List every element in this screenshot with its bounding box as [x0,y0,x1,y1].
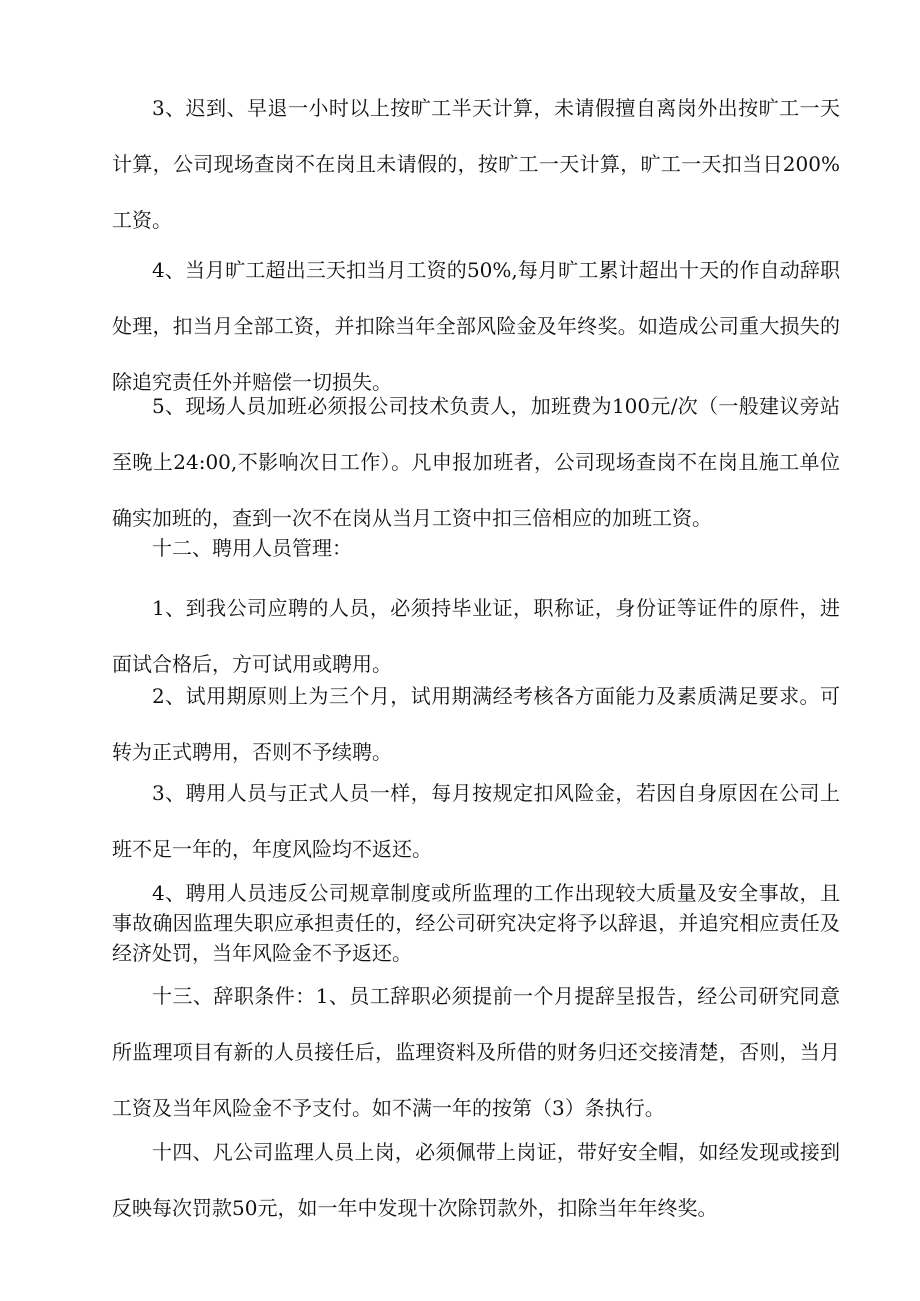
rule-5-overtime-paragraph: 5、现场人员加班必须报公司技术负责人，加班费为100元/次（一般建议旁站至晚上24:00,不影响次日工作）。凡申报加班者，公司现场查岗不在岗且施工单位确实加班的，查到一次不在岗从当月工资中扣三倍相应的加班工资。 [112,394,840,530]
hiring-rule-2-paragraph: 2、试用期原则上为三个月，试用期满经考核各方面能力及素质满足要求。可转为正式聘用，否则不予续聘。 [112,684,840,764]
hiring-rule-3-paragraph: 3、聘用人员与正式人员一样，每月按规定扣风险金，若因自身原因在公司上班不足一年的，年度风险均不返还。 [112,781,840,861]
hiring-rule-1-paragraph: 1、到我公司应聘的人员，必须持毕业证，职称证，身份证等证件的原件，进面试合格后，方可试用或聘用。 [112,596,840,676]
section-13-resignation-paragraph: 十三、辞职条件：1、员工辞职必须提前一个月提辞呈报告，经公司研究同意所监理项目有新的人员接任后，监理资料及所借的财务归还交接清楚，否则，当月工资及当年风险金不予支付。如不满一年的按第（3）条执行。 [112,984,840,1120]
rule-3-lateness-paragraph: 3、迟到、早退一小时以上按旷工半天计算，未请假擅自离岗外出按旷工一天计算，公司现场查岗不在岗且未请假的，按旷工一天计算，旷工一天扣当日200%工资。 [112,96,840,232]
hiring-rule-4-paragraph: 4、聘用人员违反公司规章制度或所监理的工作出现较大质量及安全事故，且事故确因监理失职应承担责任的，经公司研究决定将予以辞退，并追究相应责任及经济处罚，当年风险金不予返还。 [112,881,840,965]
section-12-heading: 十二、聘用人员管理： [152,536,352,560]
rule-4-absence-paragraph: 4、当月旷工超出三天扣当月工资的50%,每月旷工累计超出十天的作自动辞职处理，扣当月全部工资，并扣除当年全部风险金及年终奖。如造成公司重大损失的除追究责任外并赔偿一切损失。 [112,258,840,394]
section-14-safety-paragraph: 十四、凡公司监理人员上岗，必须佩带上岗证，带好安全帽，如经发现或接到反映每次罚款50元，如一年中发现十次除罚款外，扣除当年年终奖。 [112,1140,840,1220]
